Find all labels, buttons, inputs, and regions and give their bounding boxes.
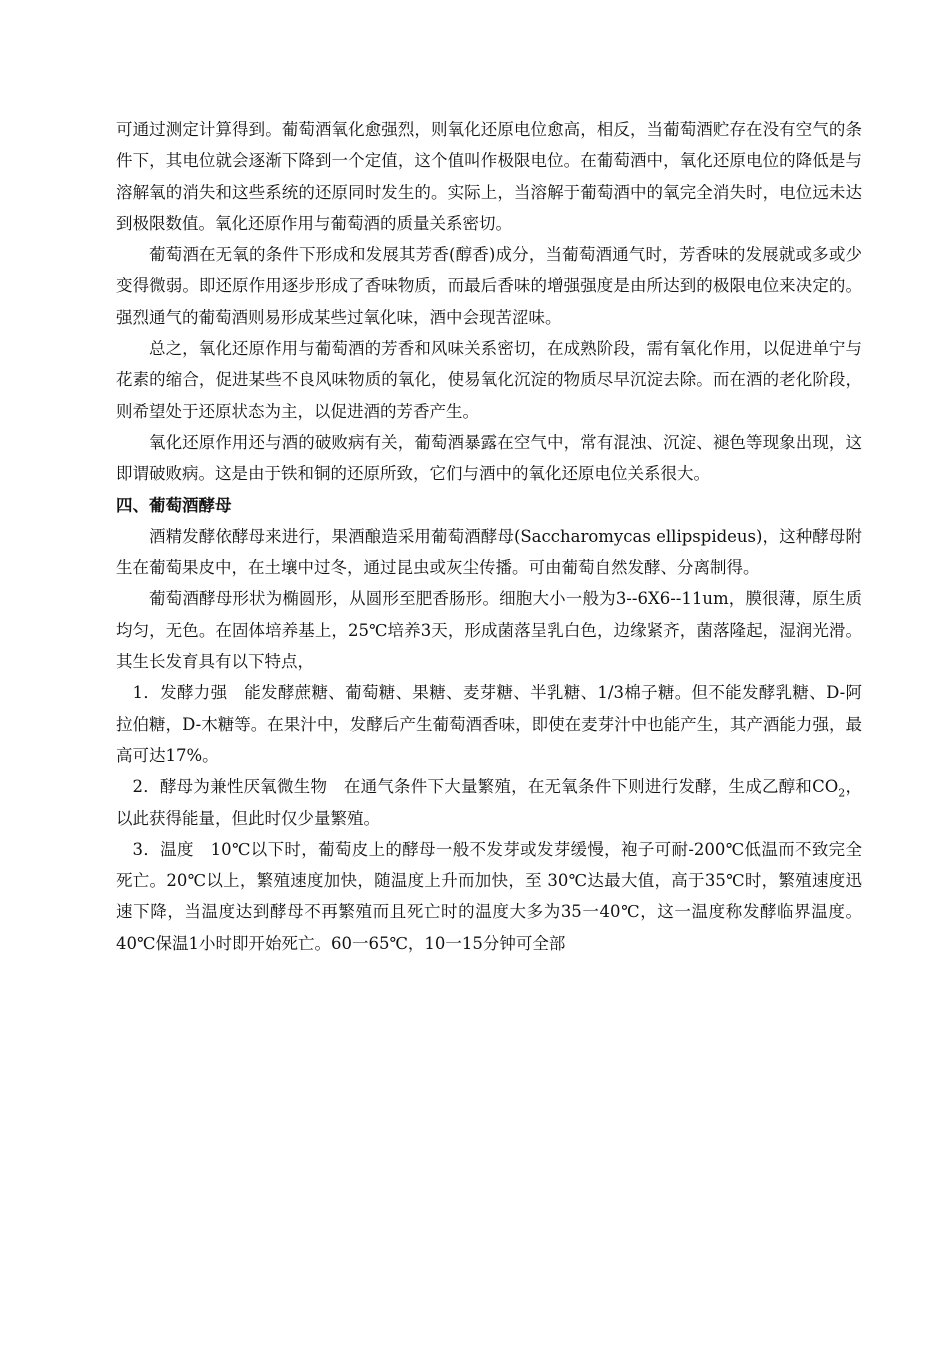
- list-item-text-after: ，以此获得能量，但此时仅少量繁殖。: [116, 777, 863, 828]
- subscript-2: 2: [838, 786, 846, 800]
- document-page: [116, 114, 862, 959]
- paragraph-yeast-morphology: 葡萄酒酵母形状为椭圆形，从圆形至肥香肠形。细胞大小一般为3--6X6--11um，膜很薄，原生质均匀，无色。在固体培养基上，25℃培养3天，形成菌落呈乳白色，边缘紧齐，菌落隆起，湿润光滑。其生长发育具有以下特点，: [116, 589, 862, 672]
- section-heading: 四、葡萄酒酵母: [116, 495, 232, 515]
- paragraph-summary: 总之，氧化还原作用与葡萄酒的芳香和风味关系密切，在成熟阶段，需有氧化作用，以促进单宁与花素的缩合，促进某些不良风味物质的氧化，使易氧化沉淀的物质尽早沉淀去除。而在酒的老化阶段，则希望处于还原状态为主，以促进酒的芳香产生。: [116, 339, 862, 421]
- paragraph-aroma-formation: 葡萄酒在无氧的条件下形成和发展其芳香(醇香)成分，当葡萄酒通气时，芳香味的发展就或多或少变得微弱。即还原作用逐步形成了香味物质，而最后香味的增强强度是由所达到的极限电位来决定的。强烈通气的葡萄酒则易形成某些过氧化味，酒中会现苦涩味。: [116, 245, 862, 327]
- list-item-text-before: 2．酵母为兼性厌氧微生物 在通气条件下大量繁殖，在无氧条件下则进行发酵，生成乙醇和CO: [132, 777, 839, 797]
- list-item-temperature: 3．温度 10℃以下时，葡萄皮上的酵母一般不发芽或发芽缓慢，袍子可耐-200℃低温而不致完全死亡。20℃以上，繁殖速度加快，随温度上升而加快，至 30℃达最大值，高于35℃时，繁殖速度迅速下降，当温度达到酵母不再繁殖而且死亡时的温度大多为35一40℃，这一温度称发酵临界温度。40℃保温1小时即开始死亡。60一65℃，10一15分钟可全部: [116, 839, 862, 953]
- paragraph-yeast-intro: 酒精发酵依酵母来进行，果酒酿造采用葡萄酒酵母(Saccharomycas ellipspideus)，这种酵母附生在葡萄果皮中，在土壤中过冬，通过昆虫或灰尘传播。可由葡萄自然发酵、分离制得。: [116, 526, 862, 578]
- paragraph-redox-potential: 可通过测定计算得到。葡萄酒氧化愈强烈，则氧化还原电位愈高，相反，当葡萄酒贮存在没有空气的条件下，其电位就会逐渐下降到一个定值，这个值叫作极限电位。在葡萄酒中，氧化还原电位的降低是与溶解氧的消失和这些系统的还原同时发生的。实际上，当溶解于葡萄酒中的氧完全消失时，电位远未达到极限数值。氧化还原作用与葡萄酒的质量关系密切。: [116, 120, 862, 233]
- paragraph-casse-disease: 氧化还原作用还与酒的破败病有关，葡萄酒暴露在空气中，常有混浊、沉淀、褪色等现象出现，这即谓破败病。这是由于铁和铜的还原所致，它们与酒中的氧化还原电位关系很大。: [116, 432, 862, 484]
- list-item-fermentation-power: 1．发酵力强 能发酵蔗糖、葡萄糖、果糖、麦芽糖、半乳糖、1/3棉子糖。但不能发酵乳糖、D-阿拉伯糖，D-木糖等。在果汁中，发酵后产生葡萄酒香味，即使在麦芽汁中也能产生，其产酒能力强，最高可达17%。: [116, 683, 862, 765]
- list-item-facultative-anaerobe: [116, 771, 862, 834]
